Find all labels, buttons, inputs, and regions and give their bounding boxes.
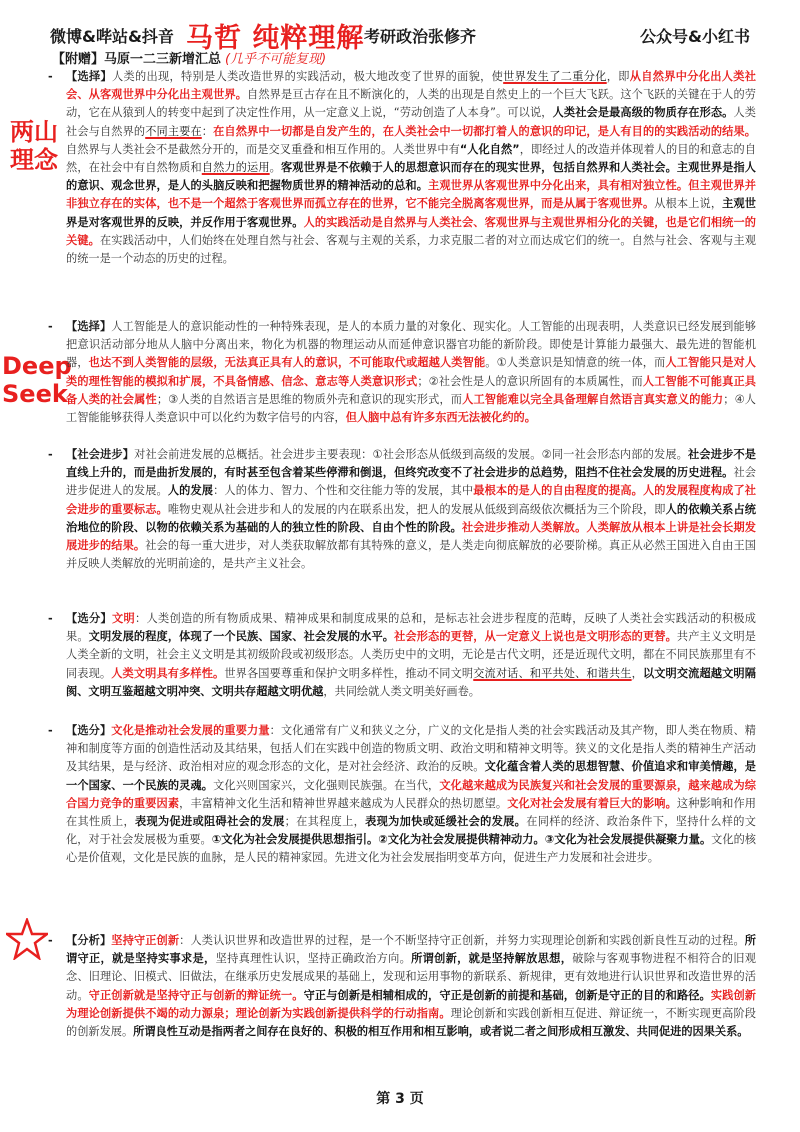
text-run: 唯物史观从社会进步和人的发展的内在联系出发，把人的发展从低级到高级依次概括为三个阶段，即 (167, 502, 666, 516)
section-ai: - 【选择】人工智能是人的意识能动性的一种特殊表现，是人的本质力量的对象化、现实化。人工智能的出现表明，人类意识已经发展到能够把意识活动部分地从人脑中分离出来，物化为机器的物理运动从而延伸意识器官功能的新阶段。即使是计算能力最强大、最先进的智能机器，也达不到人类智能的层级，无法真正具有人的意识，不可能取代或超越人类智能。①人类意识是知情意的统一体，而人工智能只是对人类的理性智能的模拟和扩展，不具备情感、信念、意志等人类意识形式；②社会性是人的意识所固有的本质属性，而人工智能不可能真正具备人类的社会属性；③人类的自然语言是思维的物质外壳和意识的现实形式，而人工智能难以完全具备理解自然语言真实意义的能力；④人工智能能够获得人类意识中可以化约为数字信号的内容，但人脑中总有许多东西无法被化约的。 (48, 320, 756, 425)
text-run: 文明 (112, 612, 136, 625)
text-run: 自然力的运用 (201, 161, 270, 175)
text-run: 人的依赖关系占统治地位的阶段、以物的依赖关系为基础的人的独立性的阶段、自由个性的阶段。 (66, 502, 756, 534)
page-header (50, 18, 750, 52)
text-run: 共产主义文明是人类全新的文明，社会主义文明是其初级阶段或初级形态。人类历史中的文明，无论是古代文明，还是近现代文明，都在不同民族那里有不同表现。 (66, 630, 756, 680)
text-run: 所谓创新，就是坚持解放思想， (411, 952, 573, 966)
text-run: 人工智能是人的意识能动性的一种特殊表现，是人的本质力量的对象化、现实化。人工智能的出现表明，人类意识已经发展到能够把意识活动部分地从人脑中分离出来，物化为机器的物理运动从而延伸意识器官功能的新阶段。即使是计算能力最强大、最先进的智能机器， (66, 320, 756, 370)
text-run: 人类社会是最高级的物质存在形态。 (552, 106, 734, 120)
text-run: 主观世界是对客观世界的反映，并反作用于客观世界。 (66, 197, 756, 229)
section-innovation: - 【分析】坚持守正创新：人类认识世界和改造世界的过程，是一个不断坚持守正创新，并努力实现理论创新和实践创新良性互动的过程。所谓守正，就是坚持实事求是，坚持真理性认识，坚持正确政治方向。所谓创新，就是坚持解放思想，破除与客观事物进程不相符合的旧观念、旧理论、旧模式、旧做法，在继承历史发展成果的基础上，发现和运用事物的新联系、新规律，更有效地进行认识世界和改造世界的活动。守正创新就是坚持守正与创新的辩证统一。守正与创新是相辅相成的，守正是创新的前提和基础，创新是守正的目的和路径。实践创新为理论创新提供不竭的动力源泉；理论创新为实践创新提供科学的行动指南。理论创新和实践创新相互促进、辩证统一，不断实现更高阶段的创新发展。所谓良性互动是指两者之间存在良好的、积极的相互作用和相互影响，或者说二者之间形成相互激发、共同促进的因果关系。 (48, 934, 756, 1039)
section-culture: - 【选分】文化是推动社会发展的重要力量：文化通常有广义和狭义之分，广义的文化是指人类的社会实践活动及其产物，即人类在物质、精神和制度等方面的创造性活动及其结果，包括人们在实践中创造的物质文明、政治文明和精神文明等。狭义的文化是指人类的精神生产活动及其结果，是与经济、政治相对应的观念形态的文化，是对社会经济、政治的反映。文化蕴含着人类的思想智慧、价值追求和审美情趣，是一个国家、一个民族的灵魂。文化兴则国家兴，文化强则民族强。在当代，文化越来越成为民族复兴和社会发展的重要源泉，越来越成为综合国力竞争的重要因素，丰富精神文化生活和精神世界越来越成为人民群众的热切愿望。文化对社会发展有着巨大的影响。这种影响和作用在其性质上，表现为促进或阻碍社会的发展；在其程度上，表现为加快或延缓社会的发展。在同样的经济、政治条件下，坚持什么样的文化，对于社会发展极为重要。①文化为社会发展提供思想指引。②文化为社会发展提供精神动力。③文化为社会发展提供凝聚力量。文化的核心是价值观，文化是民族的血脉，是人民的精神家园。先进文化为社会发展指明变革方向，促进生产力发展和社会进步。 (48, 724, 756, 865)
text-run: 人的实践活动是自然界与人类社会、客观世界与主观世界相分化的关键，也是它们相统一的关键。 (66, 215, 756, 247)
text-run: 这种影响和作用在其性质上， (66, 796, 756, 829)
text-run: 文化对社会发展有着巨大的影响。 (507, 796, 677, 810)
section-body (66, 934, 756, 1038)
text-run: 对社会前进发展的总概括。社会进步主要表现：①社会形态从低级到高级的发展。②同一社会形态内部的发展。 (134, 448, 689, 461)
text-run: 。①人类意识是知情意的统一体，而 (485, 356, 666, 370)
text-run: 最根本的是人的自由程度的提高。人的发展程度构成了社会进步的重要标志。 (66, 484, 756, 516)
text-run: ；②社会性是人的意识所固有的本质属性，而 (417, 374, 643, 388)
text-run: 主观世界从客观世界中分化出来，具有相对独立性。但主观世界并非独立存在的实体，也不是一个超然于客观世界而孤立存在的世界，它不能完全脱离客观世界，而是从属于客观世界。 (66, 179, 756, 211)
text-run: ，丰富精神文化生活和精神世界越来越成为人民群众的热切愿望。 (179, 796, 508, 810)
side-label-liangshan: 两山理念 (10, 118, 58, 174)
text-run: 人类社会与自然界的 (66, 106, 756, 138)
text-run: 文化兴则国家兴，文化强则民族强。在当代， (213, 778, 440, 792)
text-run: ： (201, 124, 214, 138)
text-run: 以文明交流超越文明隔阂、文明互鉴超越文明冲突、文明共存超越文明优越 (66, 666, 756, 698)
section-civilization: - 【选分】文明：人类创造的所有物质成果、精神成果和制度成果的总和，是标志社会进步程度的范畴，反映了人类社会实践活动的积极成果。文明发展的程度，体现了一个民族、国家、社会发展的水平。社会形态的更替，从一定意义上说也是文明形态的更替。共产主义文明是人类全新的文明，社会主义文明是其初级阶段或初级形态。人类历史中的文明，无论是古代文明，还是近现代文明，都在不同民族那里有不同表现。人类文明具有多样性。世界各国要尊重和保护文明多样性，推动不同文明交流对话、和平共处、和谐共生，以文明交流超越文明隔阂、文明互鉴超越文明冲突、文明共存超越文明优越，共同绘就人类文明美好画卷。 (48, 612, 756, 698)
text-run: ；③人类的自然语言是思维的物质外壳和意识的现实形式，而 (156, 392, 463, 406)
text-run: 社会的每一重大进步，对人类获取解放都有其特殊的意义，是人类走向彻底解放的必要阶梯。真正从必然王国进入自由王国并反映人类解放的光明前途的，是共产主义社会。 (66, 539, 756, 571)
section-body (66, 320, 756, 424)
text-run: 所谓守正，就是坚持实事求是， (66, 934, 756, 966)
text-run: 在实践活动中，人们始终在处理自然与社会、客观与主观的关系，力求克服二者的对立而达成它们的统一。自然与社会、客观与主观的统一是一个动态的历史的过程。 (66, 233, 756, 266)
text-run: 社会形态的更替，从一定意义上说也是文明形态的更替。 (394, 630, 677, 644)
text-run: 坚持守正创新 (111, 934, 180, 947)
text-run: 在同样的经济、政治条件下，坚持什么样的文化，对于社会发展极为重要。 (66, 815, 756, 847)
text-run: 也达不到人类智能的层级，无法真正具有人的意识，不可能取代或超越人类智能 (88, 356, 486, 370)
section-tag: 【选择】 (66, 70, 113, 83)
text-run: ，即 (606, 70, 630, 83)
section-body (66, 724, 756, 864)
text-run: 不同主要在 (145, 124, 202, 138)
text-run: 社会进步促进人的发展。 (66, 466, 756, 498)
section-two-mountains: - 【选择】人类的出现，特别是人类改造世界的实践活动，极大地改变了世界的面貌，使世界发生了二重分化，即从自然界中分化出人类社会、从客观世界中分化出主观世界。自然界是亘古存在且不断演化的，人类的出现是自然史上的一个巨大飞跃。这个飞跃的关键在于人的劳动，它在从猿到人的转变中起到了决定性作用，从一定意义上说，“劳动创造了人本身”。可以说，人类社会是最高级的物质存在形态。人类社会与自然界的不同主要在：在自然界中一切都是自发产生的，在人类社会中一切都打着人的意识的印记，是人有目的的实践活动的结果。自然界与人类社会不是截然分开的，而是交叉重叠和相互作用的。人类世界中有“人化自然”，即经过人的改造并体现着人的目的和意志的自然，在社会中有自然物质和自然力的运用。客观世界是不依赖于人的思想意识而存在的现实世界，包括自然界和人类社会。主观世界是指人的意识、观念世界，是人的头脑反映和把握物质世界的精神活动的总和。主观世界从客观世界中分化出来，具有相对独立性。但主观世界并非独立存在的实体，也不是一个超然于客观世界而孤立存在的世界，它不能完全脱离客观世界，而是从属于客观世界。从根本上说，主观世界是对客观世界的反映，并反作用于客观世界。人的实践活动是自然界与人类社会、客观世界与主观世界相分化的关键，也是它们相统一的关键。在实践活动中，人们始终在处理自然与社会、客观与主观的关系，力求克服二者的对立而达成它们的统一。自然与社会、客观与主观的统一是一个动态的历史的过程。 (48, 70, 756, 266)
text-run: 世界发生了二重分化 (503, 70, 607, 83)
text-run: 实践创新为理论创新提供不竭的动力源泉；理论创新为实践创新提供科学的行动指南。 (66, 988, 756, 1020)
text-run: 人工智能难以完全具备理解自然语言真实意义的能力 (462, 392, 724, 406)
text-run: ：人类创造的所有物质成果、精神成果和制度成果的总和，是标志社会进步程度的范畴，反映了人类社会实践活动的积极成果。 (66, 612, 756, 644)
text-run: 社会进步推动人类解放。人类解放从根本上讲是社会长期发展进步的结果。 (66, 520, 756, 553)
star-icon (6, 918, 48, 960)
text-run: 人工智能只是对人类的理性智能的模拟和扩展，不具备情感、信念、意志等人类意识形式 (66, 356, 756, 388)
text-run: ；④人工智能能够获得人类意识中可以化约为数字信号的内容， (66, 392, 756, 425)
section-body (66, 70, 756, 265)
section-body (66, 612, 756, 698)
text-run: ；在其程度上， (284, 815, 366, 829)
section-tag: 【选分】 (66, 612, 113, 625)
page-number: 第 3 页 (376, 1091, 424, 1107)
text-run: 自然界是亘古存在且不断演化的，人类的出现是自然史上的一个巨大飞跃。这个飞跃的关键在于人的劳动，它在从猿到人的转变中起到了决定性作用，从一定意义上说，“劳动创造了人本身”。可以说， (66, 88, 756, 120)
section-tag: 【选择】 (66, 320, 112, 333)
text-run: ：文化通常有广义和狭义之分，广义的文化是指人类的社会实践活动及其产物，即人类在物质、精神和制度等方面的创造性活动及其结果，包括人们在实践中创造的物质文明、政治文明和精神文明等。狭义的文化是指人类的精神生产活动及其结果，是与经济、政治相对应的观念形态的文化，是对社会经济、政治的反映。 (66, 724, 756, 774)
text-run: 表现为加快或延缓社会的发展。 (365, 815, 527, 829)
side-label-deepseek: Deep Seek (2, 352, 72, 408)
text-run: ：人的体力、智力、个性和交往能力等的发展，其中 (213, 484, 474, 498)
section-body (66, 448, 756, 570)
section-tag: 【选分】 (66, 724, 112, 737)
text-run: 文化的核心是价值观，文化是民族的血脉，是人民的精神家园。先进文化为社会发展指明变革方向，促进生产力发展和社会进步。 (66, 833, 756, 865)
text-run: 坚持真理性认识，坚持正确政治方向。 (215, 952, 412, 966)
text-run: ，共同绘就人类文明美好画卷。 (323, 684, 480, 698)
text-run: ， (631, 666, 643, 680)
appendix-label: 【附赠】马原一二三新增汇总 (52, 52, 222, 67)
text-run: 人类文明具有多样性。 (111, 666, 225, 680)
text-run: 世界各国要尊重和保护文明多样性，推动不同文明 (224, 666, 474, 680)
section-tag: 【分析】 (66, 934, 112, 947)
text-run: 在自然界中一切都是自发产生的，在人类社会中一切都打着人的意识的印记，是人有目的的实践活动的结果。 (213, 124, 756, 138)
text-run: 人工智能不可能真正具备人类的社会属性 (66, 374, 756, 406)
text-run: 文化越来越成为民族复兴和社会发展的重要源泉，越来越成为综合国力竞争的重要因素 (66, 778, 756, 810)
text-run: 社会进步不是直线上升的，而是曲折发展的，有时甚至包含着某些停滞和倒退，但终究改变不了社会进步的总趋势，阻挡不住社会发展的历史进程。 (66, 448, 756, 480)
text-run: 但人脑中总有许多东西无法被化约的。 (345, 411, 536, 425)
appendix-heading (52, 48, 326, 67)
appendix-note: (几乎不可能复现) (225, 52, 327, 67)
header-author: 考研政治张修齐 (364, 27, 477, 46)
text-run: 自然界与人类社会不是截然分开的，而是交叉重叠和相互作用的。人类世界中有 (66, 142, 460, 156)
text-run: 守正与创新是相辅相成的，守正是创新的前提和基础，创新是守正的目的和路径。 (303, 988, 711, 1002)
text-run: 从自然界中分化出人类社会、从客观世界中分化出主观世界。 (66, 70, 756, 102)
text-run: 人的发展 (167, 484, 214, 498)
header-title: 马哲 纯粹理解 (186, 23, 365, 54)
text-run: 交流对话、和平共处、和谐共生 (473, 666, 632, 680)
section-social-progress: - 【社会进步】对社会前进发展的总概括。社会进步主要表现：①社会形态从低级到高级的发展。②同一社会形态内部的发展。社会进步不是直线上升的，而是曲折发展的，有时甚至包含着某些停滞和倒退，但终究改变不了社会进步的总趋势，阻挡不住社会发展的历史进程。社会进步促进人的发展。人的发展：人的体力、智力、个性和交往能力等的发展，其中最根本的是人的自由程度的提高。人的发展程度构成了社会进步的重要标志。唯物史观从社会进步和人的发展的内在联系出发，把人的发展从低级到高级依次概括为三个阶段，即人的依赖关系占统治地位的阶段、以物的依赖关系为基础的人的独立性的阶段、自由个性的阶段。社会进步推动人类解放。人类解放从根本上讲是社会长期发展进步的结果。社会的每一重大进步，对人类获取解放都有其特殊的意义，是人类走向彻底解放的必要阶梯。真正从必然王国进入自由王国并反映人类解放的光明前途的，是共产主义社会。 (48, 448, 756, 571)
header-platforms-right: 公众号&小红书 (640, 27, 750, 46)
text-run: 守正创新就是坚持守正与创新的辩证统一。 (88, 988, 304, 1002)
text-run: 文化蕴含着人类的思想智慧、价值追求和审美情趣，是一个国家、一个民族的灵魂。 (66, 760, 756, 792)
text-run: 从根本上说， (654, 197, 723, 211)
section-tag: 【社会进步】 (66, 448, 135, 461)
text-run: 客观世界是不依赖于人的思想意识而存在的现实世界，包括自然界和人类社会。主观世界是指人的意识、观念世界，是人的头脑反映和把握物质世界的精神活动的总和。 (66, 161, 756, 193)
text-run: “人化自然” (459, 142, 520, 156)
text-run: ①文化为社会发展提供思想指引。②文化为社会发展提供精神动力。③文化为社会发展提供凝聚力量。 (211, 833, 712, 847)
text-run: 表现为促进或阻碍社会的发展 (135, 815, 285, 829)
text-run: 理论创新和实践创新相互促进、辩证统一，不断实现更高阶段的创新发展。 (66, 1006, 756, 1039)
text-run: 破除与客观事物进程不相符合的旧观念、旧理论、旧模式、旧做法，在继承历史发展成果的基础上，发现和运用事物的新联系、新规律，更有效地进行认识世界和改造世界的活动。 (66, 952, 756, 1002)
text-run: 。 (269, 161, 281, 175)
text-run: 文明发展的程度，体现了一个民族、国家、社会发展的水平。 (88, 630, 395, 644)
header-platforms-left: 微博&哔站&抖音 (50, 27, 174, 46)
text-run: 所谓良性互动是指两者之间存在良好的、积极的相互作用和相互影响，或者说二者之间形成相互激发、共同促进的因果关系。 (133, 1025, 749, 1039)
text-run: ，即经过人的改造并体现着人的目的和意志的自然，在社会中有自然物质和 (66, 142, 756, 175)
text-run: 文化是推动社会发展的重要力量 (111, 724, 270, 737)
text-run: ：人类认识世界和改造世界的过程，是一个不断坚持守正创新，并努力实现理论创新和实践创新良性互动的过程。 (179, 934, 745, 947)
text-run: 人类的出现，特别是人类改造世界的实践活动，极大地改变了世界的面貌，使 (112, 70, 504, 83)
